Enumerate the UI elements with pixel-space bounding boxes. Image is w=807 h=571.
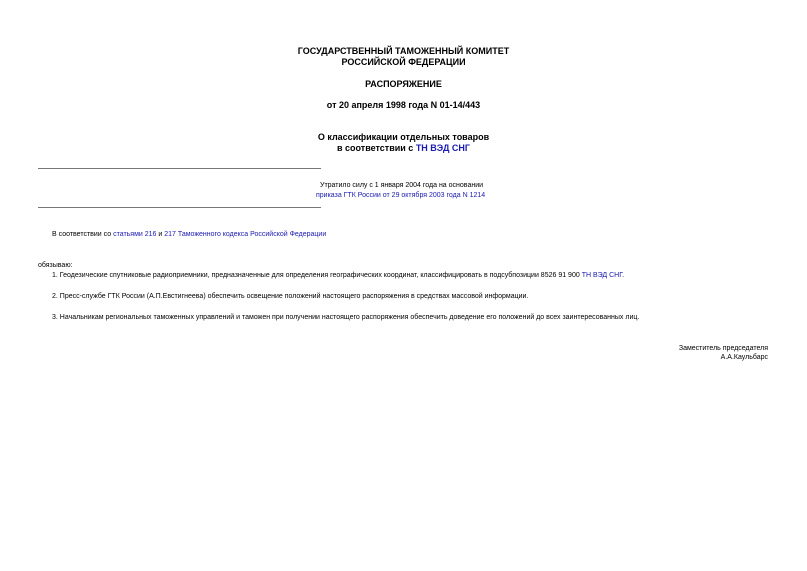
tn-ved-link[interactable]: ТН ВЭД СНГ — [415, 143, 471, 153]
customs-code-link[interactable]: 217 Таможенного кодекса Российской Федерации — [164, 231, 327, 238]
list-item-1-suffix: . — [622, 272, 625, 279]
signature-position: Заместитель председателя — [678, 345, 768, 352]
preamble-prefix: В соответствии со — [52, 231, 114, 238]
article-216-link[interactable]: статьями 216 — [113, 231, 157, 238]
status-order-link[interactable]: приказа ГТК России от 29 октября 2003 года N 1214 — [316, 192, 486, 199]
document-subject-line2 — [0, 143, 807, 154]
document-date: от 20 апреля 1998 года N 01-14/443 — [326, 100, 481, 110]
subject-prefix: в соответствии с — [336, 143, 416, 153]
document-subject-line1: О классификации отдельных товаров — [317, 132, 490, 142]
obligation-word: обязываю: — [38, 262, 73, 269]
divider-top — [38, 168, 321, 169]
status-note-line1: Утратило силу с 1 января 2004 года на основании — [320, 182, 484, 189]
preamble-middle: и — [156, 231, 165, 238]
divider-bottom — [38, 207, 321, 208]
org-name-line1: ГОСУДАРСТВЕННЫЙ ТАМОЖЕННЫЙ КОМИТЕТ — [297, 46, 510, 56]
list-item-2: 2. Пресс-службе ГТК России (А.П.Евстигнеева) обеспечить освещение положений настоящего распоряжения в средствах массовой информации. — [52, 293, 529, 300]
list-item-1-text: 1. Геодезические спутниковые радиоприемники, предназначенные для определения географических координат, классифицировать в подсубпозиции 8526 91 900 — [52, 272, 582, 279]
document-type: РАСПОРЯЖЕНИЕ — [365, 79, 442, 89]
preamble — [52, 230, 326, 239]
list-item-3: 3. Начальникам региональных таможенных управлений и таможен при получении настоящего распоряжения обеспечить доведение его положений до всех заинтересованных лиц. — [52, 314, 640, 321]
list-item-1 — [52, 271, 624, 280]
signature-name: А.А.Каульбарс — [720, 354, 768, 361]
org-name-line2: РОССИЙСКОЙ ФЕДЕРАЦИИ — [341, 57, 466, 67]
tn-ved-link-item[interactable]: ТН ВЭД СНГ — [581, 272, 623, 279]
